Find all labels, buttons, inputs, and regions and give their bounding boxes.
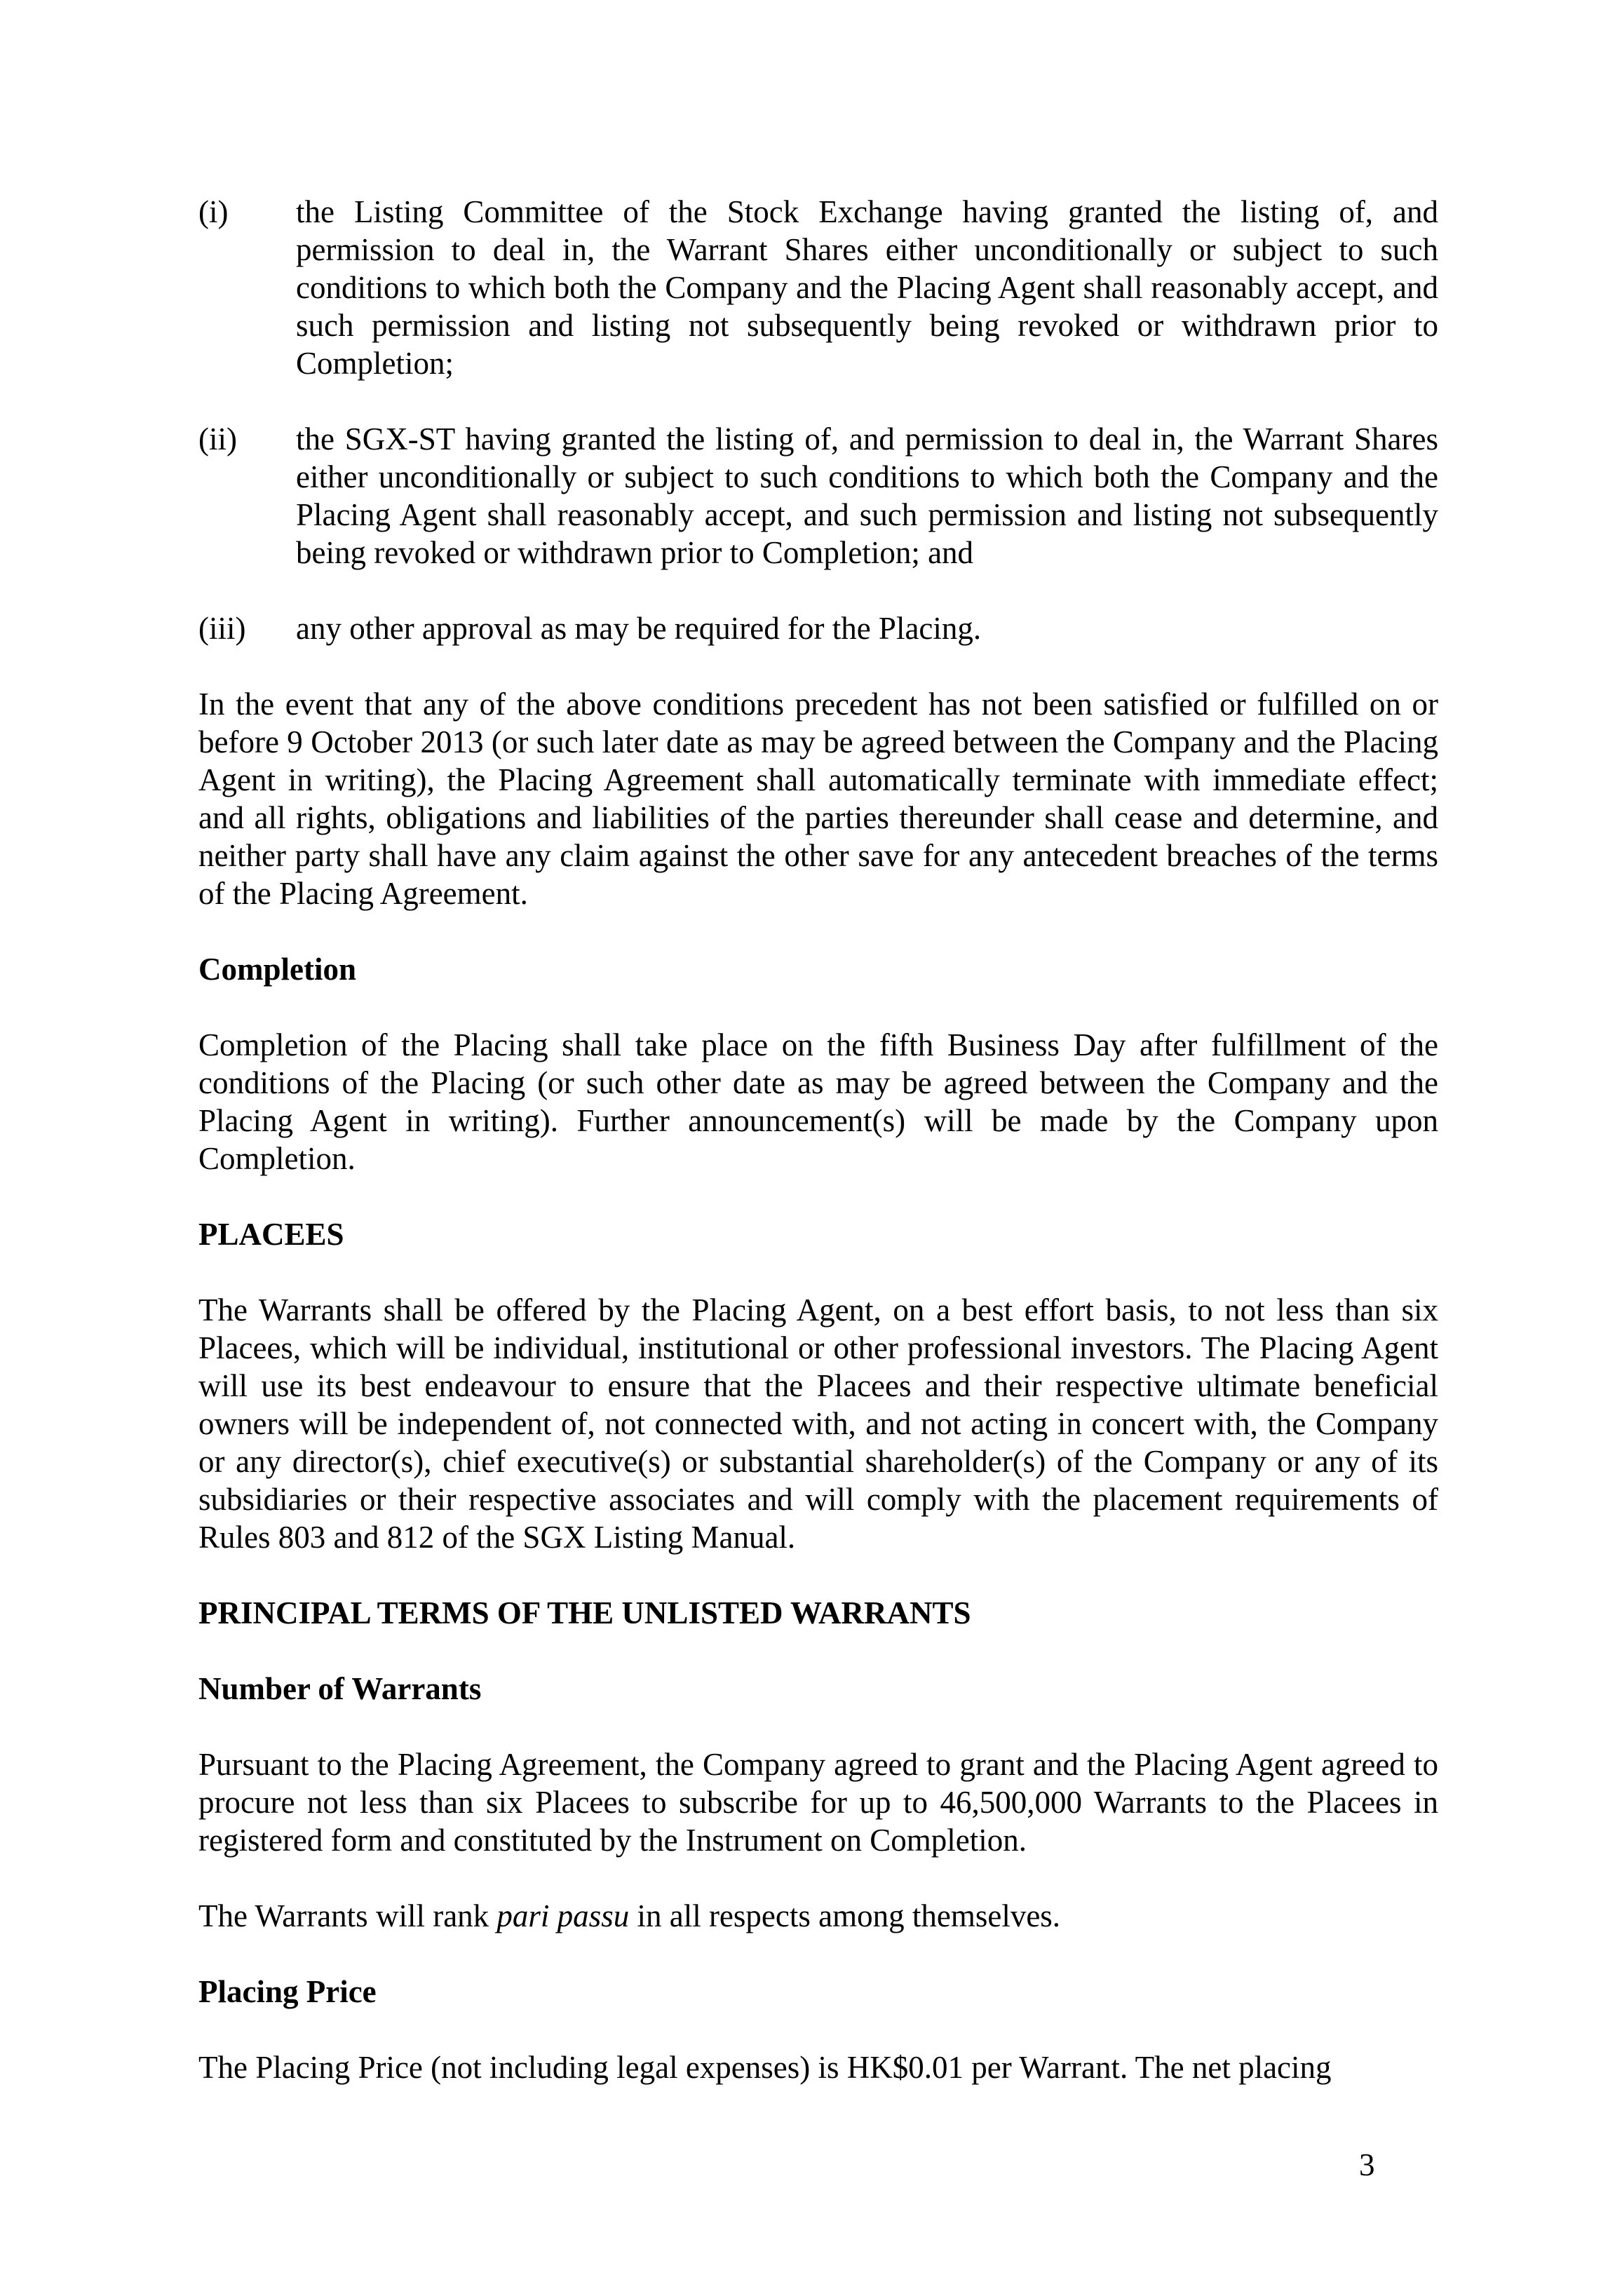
page-content (198, 193, 1438, 2086)
number-of-warrants-paragraph: Pursuant to the Placing Agreement, the Company agreed to grant and the Placing Agent agreed to procure not less than six Placees to subscribe for up to 46,500,000 Warrants to the Placees in registered form and constituted by the Instrument on Completion. (198, 1747, 1438, 1858)
condition-text: the Listing Committee of the Stock Exchange having granted the listing of, and permission to deal in, the Warrant Shares either unconditionally or subject to such conditions to which both the Company and the Placing Agent shall reasonably accept, and such permission and listing not subsequently being revoked or withdrawn prior to Completion; (296, 194, 1438, 381)
condition-number: (iii) (198, 611, 246, 646)
page-number: 3 (1359, 2147, 1375, 2182)
condition-item-iii (198, 609, 1438, 647)
rank-text-italic: pari passu (496, 1898, 630, 1933)
condition-number: (i) (198, 194, 229, 229)
completion-heading: Completion (198, 952, 356, 987)
completion-paragraph: Completion of the Placing shall take place on the fifth Business Day after fulfillment of the conditions of the Placing (or such other date as may be agreed between the Company and the Placing Agent in writing). Further announcement(s) will be made by the Company upon Completion. (198, 1027, 1438, 1176)
condition-text: the SGX-ST having granted the listing of, and permission to deal in, the Warrant Shares either unconditionally or subject to such conditions to which both the Company and the Placing Agent shall reasonably accept, and such permission and listing not subsequently being revoked or withdrawn prior to Completion; and (296, 421, 1438, 570)
placing-price-paragraph: The Placing Price (not including legal expenses) is HK$0.01 per Warrant. The net placing (198, 2050, 1332, 2085)
placees-paragraph: The Warrants shall be offered by the Placing Agent, on a best effort basis, to not less than six Placees, which will be individual, institutional or other professional investors. The Placing Agent will use its best endeavour to ensure that the Placees and their respective ultimate beneficial owners will be independent of, not connected with, and not acting in concert with, the Company or any director(s), chief executive(s) or substantial shareholder(s) of the Company or any of its subsidiaries or their respective associates and will comply with the placement requirements of Rules 803 and 812 of the SGX Listing Manual. (198, 1292, 1438, 1555)
placees-heading: PLACEES (198, 1217, 344, 1252)
termination-paragraph: In the event that any of the above conditions precedent has not been satisfied or fulfilled on or before 9 October 2013 (or such later date as may be agreed between the Company and the Placing Agent in writing), the Placing Agreement shall automatically terminate with immediate effect; and all rights, obligations and liabilities of the parties thereunder shall cease and determine, and neither party shall have any claim against the other save for any antecedent breaches of the terms of the Placing Agreement. (198, 687, 1438, 911)
principal-terms-heading: PRINCIPAL TERMS OF THE UNLISTED WARRANTS (198, 1595, 971, 1630)
condition-text: any other approval as may be required for the Placing. (296, 611, 982, 646)
placing-price-heading: Placing Price (198, 1974, 377, 2009)
rank-text-before: The Warrants will rank (198, 1898, 497, 1933)
condition-item-ii (198, 420, 1438, 572)
number-of-warrants-heading: Number of Warrants (198, 1671, 482, 1706)
condition-item-i (198, 193, 1438, 382)
condition-number: (ii) (198, 421, 237, 457)
rank-text-after: in all respects among themselves. (629, 1898, 1061, 1933)
warrants-rank-paragraph (198, 1897, 1438, 1935)
